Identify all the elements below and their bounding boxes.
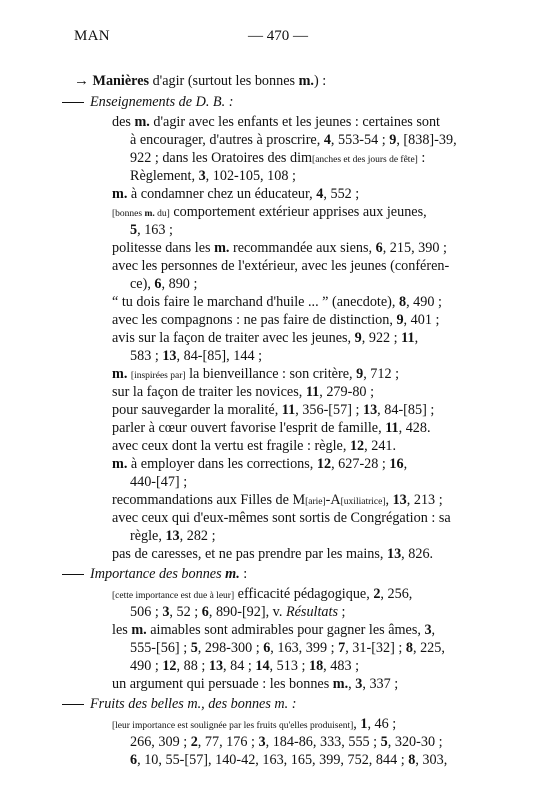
text-line: 555-[56] ; 5, 298-300 ; 6, 163, 399 ; 7, 31-[32] ; 8, 225,: [130, 640, 445, 656]
text-line: sur la façon de traiter les novices, 11, 279-80 ;: [112, 384, 375, 400]
entry-title: → Manières d'agir (surtout les bonnes m.) :: [74, 73, 327, 89]
text-line: 6, 10, 55-[57], 140-42, 163, 165, 399, 752, 844 ; 8, 303,: [130, 752, 448, 768]
text-line: m. à employer dans les corrections, 12, 627-28 ; 16,: [112, 456, 408, 472]
text-line: m. à condamner chez un éducateur, 4, 552 ;: [112, 186, 360, 202]
text-line: pas de caresses, et ne pas prendre par les mains, 13, 826.: [112, 546, 434, 562]
text-line: pour sauvegarder la moralité, 11, 356-[57] ; 13, 84-[85] ;: [112, 402, 435, 418]
text-line: recommandations aux Filles de M[arie]-A[uxiliatrice], 13, 213 ;: [112, 492, 443, 508]
text-line: parler à cœur ouvert favorise l'esprit de famille, 11, 428.: [112, 420, 431, 436]
text-line: 266, 309 ; 2, 77, 176 ; 3, 184-86, 333, 555 ; 5, 320-30 ;: [130, 734, 443, 750]
text-line: 922 ; dans les Oratoires des dim[anches et des jours de fête] :: [130, 150, 426, 166]
em-dash-rule: [62, 704, 84, 705]
text-line: m. [inspirées par] la bienveillance : son critère, 9, 712 ;: [112, 366, 400, 382]
page-number: — 470 —: [248, 28, 308, 44]
text-line: avec ceux qui d'eux-mêmes sont sortis de Congrégation : sa: [112, 510, 451, 526]
text-line: règle, 13, 282 ;: [130, 528, 216, 544]
text-line: [cette importance est due à leur] efficacité pédagogique, 2, 256,: [112, 586, 413, 602]
arrow-icon: →: [74, 73, 89, 89]
text-line: 5, 163 ;: [130, 222, 173, 238]
section-heading: Fruits des belles m., des bonnes m. :: [62, 695, 296, 713]
text-line: 490 ; 12, 88 ; 13, 84 ; 14, 513 ; 18, 483 ;: [130, 658, 360, 674]
text-line: avec ceux dont la vertu est fragile : règle, 12, 241.: [112, 438, 397, 454]
text-line: “ tu dois faire le marchand d'huile ... ” (anecdote), 8, 490 ;: [112, 294, 442, 310]
text-line: des m. d'agir avec les enfants et les jeunes : certaines sont: [112, 114, 440, 130]
text-line: politesse dans les m. recommandée aux siens, 6, 215, 390 ;: [112, 240, 447, 256]
text-line: Règlement, 3, 102-105, 108 ;: [130, 168, 296, 184]
text-line: avec les personnes de l'extérieur, avec les jeunes (conféren-: [112, 258, 450, 274]
text-line: avec les compagnons : ne pas faire de distinction, 9, 401 ;: [112, 312, 440, 328]
text-line: les m. aimables sont admirables pour gagner les âmes, 3,: [112, 622, 436, 638]
text-line: [bonnes m. du] comportement extérieur apprises aux jeunes,: [112, 204, 427, 220]
text-line: 440-[47] ;: [130, 474, 188, 490]
section-heading: Importance des bonnes m. :: [62, 565, 247, 583]
em-dash-rule: [62, 102, 84, 103]
text-line: avis sur la façon de traiter avec les jeunes, 9, 922 ; 11,: [112, 330, 419, 346]
text-line: un argument qui persuade : les bonnes m., 3, 337 ;: [112, 676, 399, 692]
section-heading: Enseignements de D. B. :: [62, 93, 233, 111]
text-line: à encourager, d'autres à proscrire, 4, 553-54 ; 9, [838]-39,: [130, 132, 457, 148]
text-line: 506 ; 3, 52 ; 6, 890-[92], v. Résultats ;: [130, 604, 346, 620]
text-line: ce), 6, 890 ;: [130, 276, 198, 292]
text-line: 583 ; 13, 84-[85], 144 ;: [130, 348, 263, 364]
text-line: [leur importance est soulignée par les fruits qu'elles produisent], 1, 46 ;: [112, 716, 397, 732]
page-header: [74, 28, 485, 48]
em-dash-rule: [62, 574, 84, 575]
header-running-title: MAN: [74, 28, 110, 44]
